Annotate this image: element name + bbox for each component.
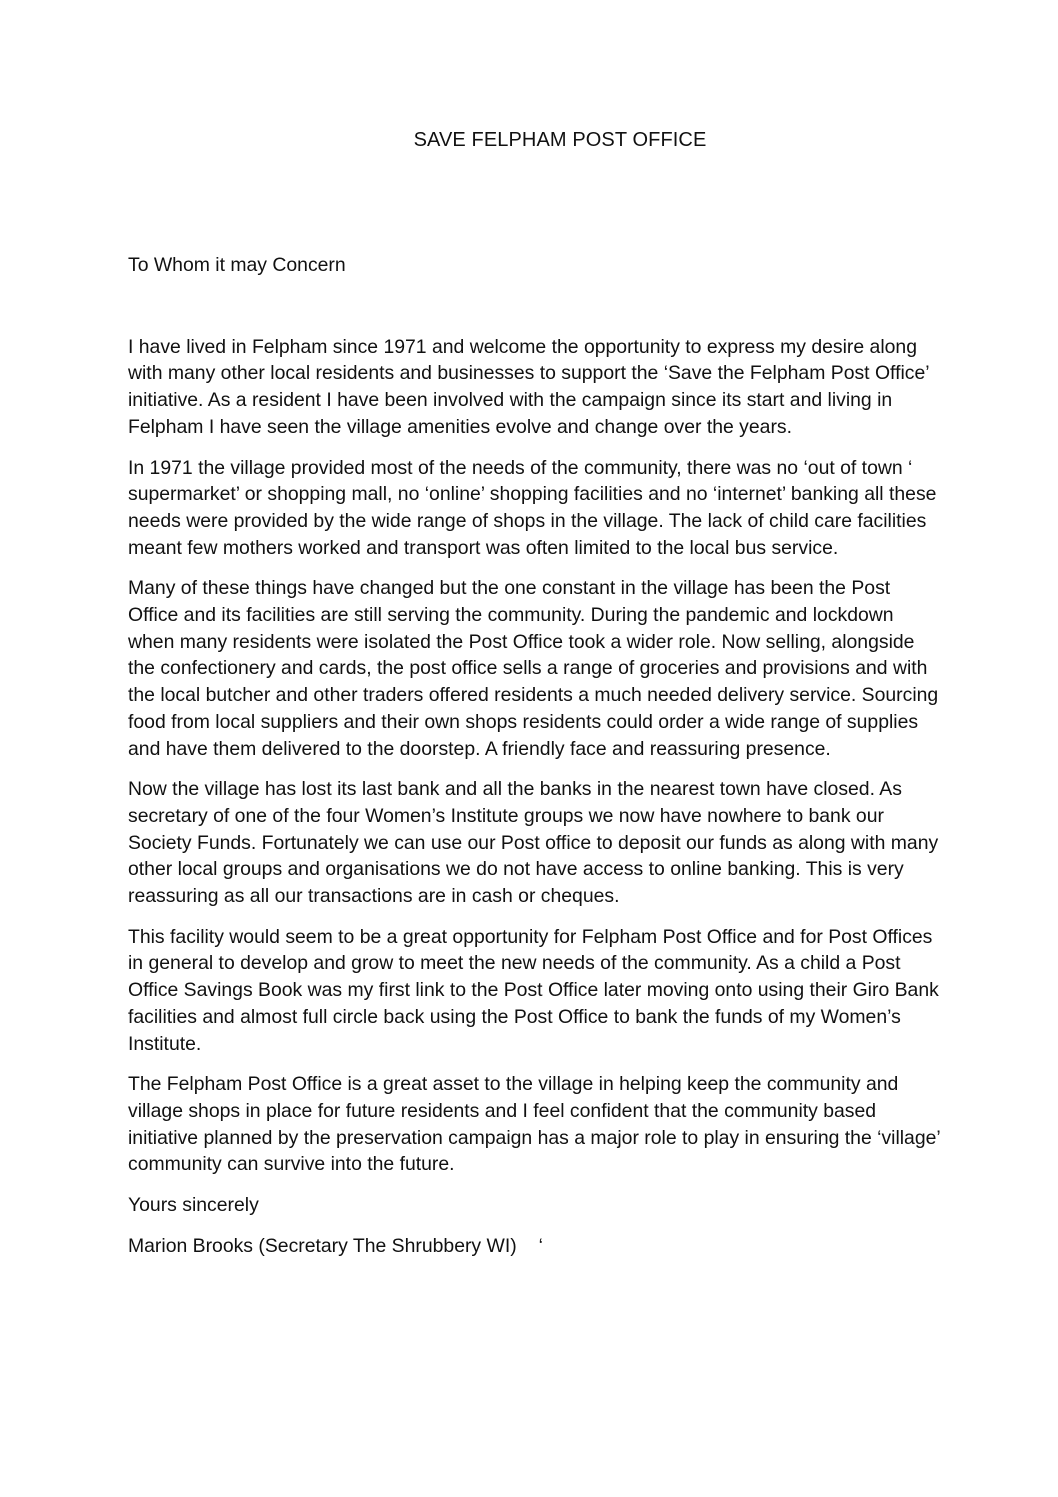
paragraph-residence: I have lived in Felpham since 1971 and welcome the opportunity to express my desire along with many other local residents and businesses to support the ‘Save the Felpham Post Office’ initiative. As a resident I have been involved with the campaign since its start and living in Felpham I have seen the village amenities evolve and change over the years. [128,335,929,438]
letter-body [128,252,944,1260]
salutation: To Whom it may Concern [128,254,346,276]
paragraph-1971-village: In 1971 the village provided most of the needs of the community, there was no ‘out of town ‘ supermarket’ or shopping mall, no ‘online’ shopping facilities and no ‘internet’ banking all these needs were provided by the wide range of shops in the village. The lack of child care facilities meant few mothers worked and transport was often limited to the local bus service. [128,456,937,559]
signature-line [128,1233,944,1260]
paragraph-post-office-role: Many of these things have changed but the one constant in the village has been the Post Office and its facilities are still serving the community. During the pandemic and lockdown when many residents were isolated the Post Office took a wider role. Now selling, alongside the confectionery and cards, the post office sells a range of groceries and provisions and with the local butcher and other traders offered residents a much needed delivery service. Sourcing food from local suppliers and their own shops residents could order a wide range of supplies and have them delivered to the doorstep. A friendly face and reassuring presence. [128,577,939,760]
letter-title: SAVE FELPHAM POST OFFICE [413,129,707,151]
signature: Marion Brooks (Secretary The Shrubbery WI) [128,1234,517,1257]
closing: Yours sincerely [128,1194,259,1217]
signature-mark: ‘ [538,1234,543,1257]
paragraph-banking: Now the village has lost its last bank and all the banks in the nearest town have closed. As secretary of one of the four Women’s Institute groups we now have nowhere to bank our Society Funds. Fortunately we can use our Post office to deposit our funds as along with many other local groups and organisations we do not have access to online banking. This is very reassuring as all our transactions are in cash or cheques. [128,778,939,908]
paragraph-opportunity: This facility would seem to be a great opportunity for Felpham Post Office and for Post Offices in general to develop and grow to meet the new needs of the community. As a child a Post Office Savings Book was my first link to the Post Office later moving onto using their Giro Bank facilities and almost full circle back using the Post Office to bank the funds of my Women’s Institute. [128,925,939,1055]
paragraph-asset: The Felpham Post Office is a great asset to the village in helping keep the community and village shops in place for future residents and I feel confident that the community based initiative planned by the preservation campaign has a major role to play in ensuring the ‘village’ community can survive into the future. [128,1073,941,1176]
